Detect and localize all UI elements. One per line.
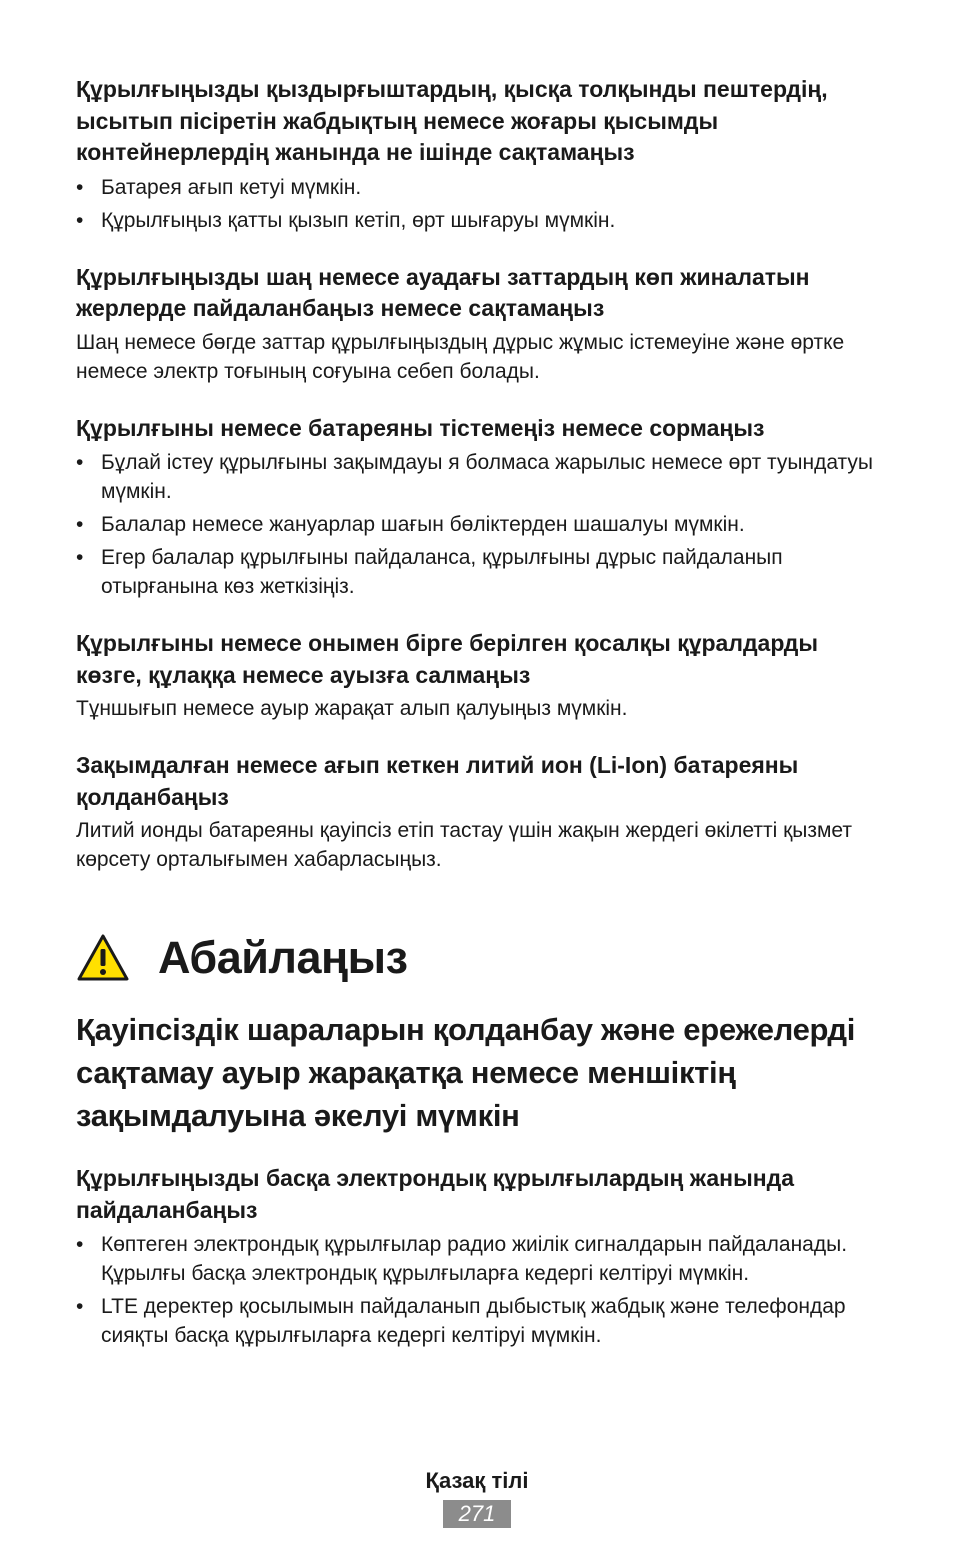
bullet-list xyxy=(76,448,886,601)
list-item-text: Бұлай істеу құрылғыны зақымдауы я болмаса жарылыс немесе өрт туындатуы мүмкін. xyxy=(101,451,873,503)
list-item xyxy=(76,1292,886,1350)
list-item-text: Құрылғыңыз қатты қызып кетіп, өрт шығаруы мүмкін. xyxy=(101,208,616,232)
bullet-dot: • xyxy=(76,1233,84,1256)
section-heading: Құрылғыңызды басқа электрондық құрылғылардың жанында пайдаланбаңыз xyxy=(76,1165,794,1223)
list-item-text: Балалар немесе жануарлар шағын бөліктерден шашалуы мүмкін. xyxy=(101,513,745,536)
list-item xyxy=(76,543,886,601)
list-item-text: Батарея ағып кетуі мүмкін. xyxy=(101,175,362,199)
bullet-list xyxy=(76,173,886,235)
warning-triangle-icon xyxy=(76,933,130,983)
bullet-list xyxy=(76,1230,886,1350)
list-item-text: Егер балалар құрылғыны пайдаланса, құрылғыны дұрыс пайдаланып отырғанына көз жеткізіңіз. xyxy=(101,546,783,598)
list-item xyxy=(76,510,886,539)
list-item xyxy=(76,1230,886,1288)
section-heading: Құрылғыны немесе онымен бірге берілген қосалқы құралдарды көзге, құлаққа немесе ауызға салмаңыз xyxy=(76,630,819,688)
section-heading: Құрылғыңызды қыздырғыштардың, қысқа толқынды пештердің, ысытып пісіретін жабдықтың немесе жоғары қысымды контейнерлердің жанында не ішінде сақтамаңыз xyxy=(76,76,828,165)
document-body xyxy=(76,74,886,1377)
bullet-dot: • xyxy=(76,175,84,199)
section-heading: Құрылғыңызды шаң немесе ауадағы заттардың көп жиналатын жерлерде пайдаланбаңыз немесе сақтамаңыз xyxy=(76,263,810,321)
caution-header xyxy=(76,928,886,988)
list-item-text: Көптеген электрондық құрылғылар радио жиілік сигналдарын пайдаланады. Құрылғы басқа электрондық құрылғыларға кедергі келтіруі мүмкін. xyxy=(101,1233,848,1285)
footer-language: Қазақ тілі xyxy=(425,1468,529,1493)
caution-title: Абайлаңыз xyxy=(158,932,408,983)
bullet-dot: • xyxy=(76,451,84,474)
top-sections xyxy=(76,74,886,874)
bullet-dot: • xyxy=(76,1295,84,1318)
page-footer xyxy=(0,1466,954,1528)
section-text: Тұншығып немесе ауыр жарақат алып қалуыңыз мүмкін. xyxy=(76,697,628,720)
section-heading: Зақымдалған немесе ағып кеткен литий ион (Li-Ion) батареяны қолданбаңыз xyxy=(76,752,799,810)
section-text: Шаң немесе бөгде заттар құрылғыңыздың дұрыс жұмыс істемеуіне және өртке немесе электр тоғының соғуына себеп болады. xyxy=(76,330,845,383)
list-item xyxy=(76,448,886,506)
caution-subtitle: Қауіпсіздік шараларын қолданбау және ережелерді сақтамау ауыр жарақатқа немесе меншіктің зақымдалуына әкелуі мүмкін xyxy=(76,1012,856,1133)
page-number: 271 xyxy=(443,1500,511,1528)
list-item xyxy=(76,206,886,235)
section-dust xyxy=(76,262,886,386)
list-item-text: LTE деректер қосылымын пайдаланып дыбыстық жабдық және телефондар сияқты басқа құрылғыларға кедергі келтіруі мүмкін. xyxy=(101,1295,846,1347)
bullet-dot: • xyxy=(76,208,84,232)
section-text: Литий ионды батареяны қауіпсіз етіп тастау үшін жақын жердегі өкілетті қызмет көрсету орталығымен хабарласыңыз. xyxy=(76,819,853,871)
section-bite xyxy=(76,413,886,602)
bullet-dot: • xyxy=(76,546,84,569)
section-electronics xyxy=(76,1163,886,1350)
section-heading: Құрылғыны немесе батареяны тістемеңіз немесе сормаңыз xyxy=(76,414,765,441)
section-ears-eyes xyxy=(76,628,886,723)
section-battery xyxy=(76,750,886,874)
list-item xyxy=(76,173,886,202)
bullet-dot: • xyxy=(76,513,84,536)
section-heaters xyxy=(76,74,886,235)
